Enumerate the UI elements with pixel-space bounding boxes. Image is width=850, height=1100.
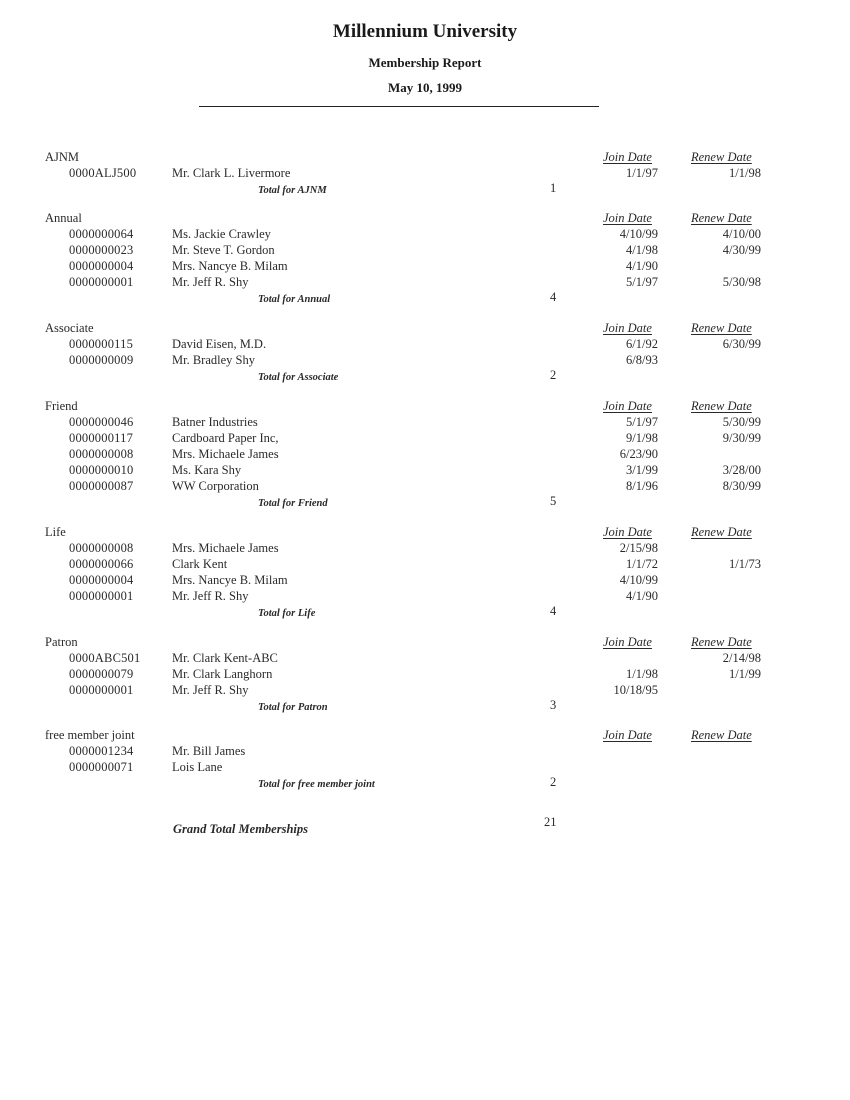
member-row [0,462,850,478]
group-name: Life [45,525,66,539]
member-id: 0000000008 [69,541,134,555]
renew-date-header: Renew Date [691,525,752,539]
member-name: Mr. Clark Kent-ABC [172,651,278,665]
member-row [0,572,850,588]
member-id: 0000000004 [69,259,134,273]
group-total-label: Total for Friend [258,498,328,509]
group-total-row [0,698,850,718]
member-name: Ms. Kara Shy [172,463,242,477]
group-total-count: 1 [550,181,557,195]
group-header-row [0,210,850,226]
group-name: Associate [45,321,94,335]
group-name: AJNM [45,150,80,164]
group-total-row [0,368,850,388]
member-name: Mr. Clark L. Livermore [172,166,291,180]
group-header-row [0,634,850,650]
member-name: Mr. Clark Langhorn [172,667,273,681]
member-join-date: 2/15/98 [619,541,658,555]
member-renew-date: 1/1/98 [729,166,761,180]
member-name: Mr. Steve T. Gordon [172,243,275,257]
member-id: 0000000023 [69,243,134,257]
member-row [0,446,850,462]
member-renew-date: 1/1/99 [729,667,761,681]
member-row [0,540,850,556]
member-join-date: 9/1/98 [626,431,658,445]
membership-group [0,634,850,718]
member-join-date: 1/1/72 [626,557,658,571]
member-name: Mr. Jeff R. Shy [172,589,249,603]
group-header-row [0,398,850,414]
member-renew-date: 9/30/99 [722,431,761,445]
member-id: 0000000117 [69,431,134,445]
member-id: 0000000087 [69,479,134,493]
member-row [0,242,850,258]
member-id: 0000000064 [69,227,134,241]
join-date-header: Join Date [603,399,652,413]
membership-group [0,210,850,310]
group-total-count: 5 [550,494,557,508]
member-row [0,759,850,775]
group-name: Annual [45,211,82,225]
group-header-row [0,524,850,540]
member-row [0,682,850,698]
member-id: 0000000066 [69,557,134,571]
group-total-row [0,290,850,310]
member-renew-date: 2/14/98 [722,651,761,665]
member-id: 0000000010 [69,463,134,477]
member-join-date: 4/1/90 [626,259,658,273]
report-title: Millennium University [332,21,518,42]
renew-date-header: Renew Date [691,635,752,649]
member-renew-date: 4/10/00 [722,227,761,241]
membership-group [0,727,850,795]
member-row [0,274,850,290]
group-header-row [0,320,850,336]
member-name: Mr. Bradley Shy [172,353,255,367]
group-total-count: 2 [550,775,557,789]
member-id: 0000000001 [69,275,134,289]
member-name: Mrs. Michaele James [172,541,279,555]
member-renew-date: 1/1/73 [729,557,761,571]
renew-date-header: Renew Date [691,728,752,742]
group-total-label: Total for free member joint [258,779,375,790]
member-row [0,226,850,242]
member-name: Mr. Jeff R. Shy [172,683,249,697]
member-name: Mr. Bill James [172,744,246,758]
grand-total-value: 21 [544,815,557,829]
member-row [0,414,850,430]
group-total-label: Total for Annual [258,294,331,305]
grand-total-label: Grand Total Memberships [173,822,308,836]
renew-date-header: Renew Date [691,399,752,413]
member-name: Cardboard Paper Inc, [172,431,279,445]
group-name: free member joint [45,728,135,742]
member-name: Lois Lane [172,760,223,774]
member-name: Batner Industries [172,415,258,429]
member-id: 0000000071 [69,760,134,774]
member-name: Mrs. Nancye B. Milam [172,573,288,587]
member-id: 0000001234 [69,744,134,758]
member-name: David Eisen, M.D. [172,337,267,351]
member-name: Mrs. Nancye B. Milam [172,259,288,273]
member-join-date: 8/1/96 [626,479,658,493]
renew-date-header: Renew Date [691,211,752,225]
member-row [0,165,850,181]
member-join-date: 4/10/99 [619,227,658,241]
member-name: Clark Kent [172,557,228,571]
member-join-date: 6/1/92 [626,337,658,351]
group-total-label: Total for Patron [258,702,328,713]
member-row [0,556,850,572]
member-join-date: 5/1/97 [626,275,658,289]
member-join-date: 4/1/98 [626,243,658,257]
join-date-header: Join Date [603,635,652,649]
member-name: WW Corporation [172,479,259,493]
member-id: 0000000004 [69,573,134,587]
join-date-header: Join Date [603,321,652,335]
member-join-date: 1/1/97 [626,166,658,180]
renew-date-header: Renew Date [691,150,752,164]
group-header-row [0,727,850,743]
member-name: Mrs. Michaele James [172,447,279,461]
member-id: 0000000046 [69,415,134,429]
member-row [0,478,850,494]
member-row [0,258,850,274]
member-id: 0000000001 [69,589,134,603]
renew-date-header: Renew Date [691,321,752,335]
group-header-row [0,149,850,165]
member-id: 0000000009 [69,353,134,367]
member-join-date: 1/1/98 [626,667,658,681]
member-join-date: 5/1/97 [626,415,658,429]
group-total-count: 2 [550,368,557,382]
join-date-header: Join Date [603,525,652,539]
member-row [0,588,850,604]
header-divider [199,106,599,107]
group-total-label: Total for Life [258,608,316,619]
member-row [0,650,850,666]
member-join-date: 6/23/90 [619,447,658,461]
member-row [0,430,850,446]
member-renew-date: 4/30/99 [722,243,761,257]
group-total-label: Total for AJNM [258,185,327,196]
report-subtitle: Membership Report [368,55,482,70]
member-join-date: 4/1/90 [626,589,658,603]
membership-group [0,524,850,624]
member-renew-date: 8/30/99 [722,479,761,493]
member-join-date: 10/18/95 [613,683,658,697]
group-total-count: 4 [550,604,557,618]
member-row [0,352,850,368]
join-date-header: Join Date [603,150,652,164]
member-renew-date: 6/30/99 [722,337,761,351]
member-name: Ms. Jackie Crawley [172,227,271,241]
member-renew-date: 5/30/99 [722,415,761,429]
group-total-row [0,494,850,514]
membership-group [0,398,850,514]
member-renew-date: 3/28/00 [722,463,761,477]
member-id: 0000000001 [69,683,134,697]
member-row [0,743,850,759]
group-total-row [0,604,850,624]
member-join-date: 4/10/99 [619,573,658,587]
member-id: 0000ALJ500 [69,166,137,180]
group-name: Patron [45,635,78,649]
join-date-header: Join Date [603,728,652,742]
report-date: May 10, 1999 [387,80,463,95]
group-name: Friend [45,399,78,413]
member-id: 0000ABC501 [69,651,141,665]
member-join-date: 3/1/99 [626,463,658,477]
group-total-row [0,775,850,795]
membership-group [0,149,850,201]
member-row [0,336,850,352]
member-id: 0000000008 [69,447,134,461]
group-total-label: Total for Associate [258,372,339,383]
member-renew-date: 5/30/98 [722,275,761,289]
group-total-row [0,181,850,201]
member-join-date: 6/8/93 [626,353,658,367]
join-date-header: Join Date [603,211,652,225]
group-total-count: 3 [550,698,557,712]
group-total-count: 4 [550,290,557,304]
member-row [0,666,850,682]
member-id: 0000000115 [69,337,134,351]
member-id: 0000000079 [69,667,134,681]
membership-group [0,320,850,388]
member-name: Mr. Jeff R. Shy [172,275,249,289]
